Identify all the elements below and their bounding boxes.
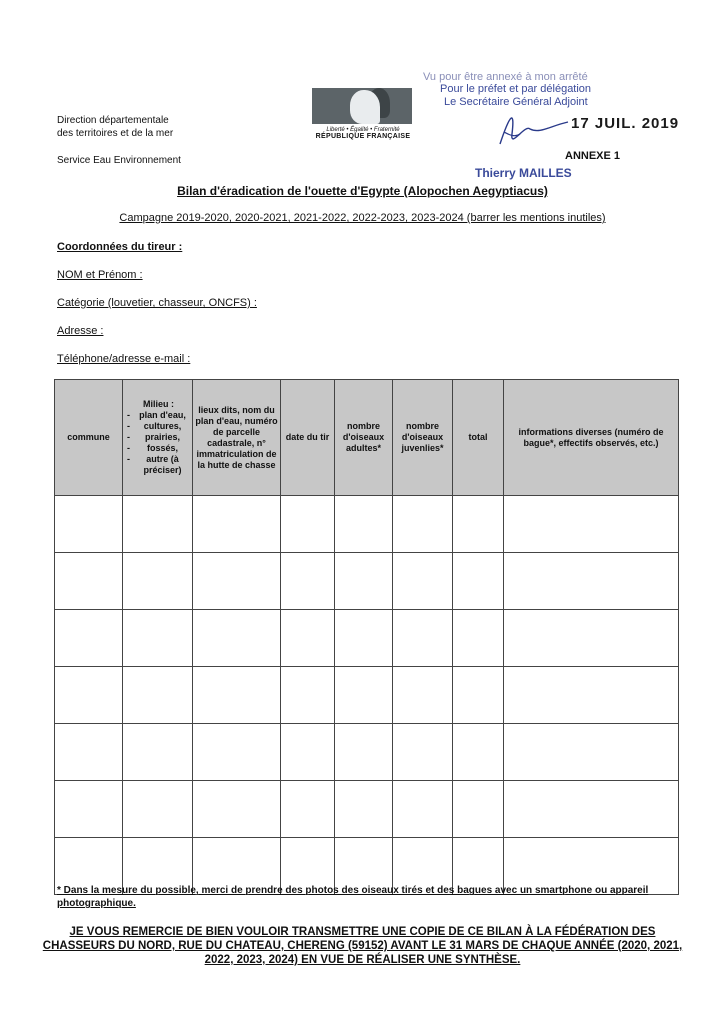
milieu-item: - cultures, xyxy=(127,421,190,432)
table-cell xyxy=(193,667,281,724)
table-cell xyxy=(193,610,281,667)
milieu-item: - fossés, xyxy=(127,443,190,454)
table-cell xyxy=(504,781,679,838)
table-cell xyxy=(281,610,335,667)
table-row xyxy=(55,610,679,667)
transmission-notice: JE VOUS REMERCIE DE BIEN VOULOIR TRANSMETTRE UNE COPIE DE CE BILAN À LA FÉDÉRATION DES CHASSEURS DU NORD, RUE DU CHATEAU, CHERENG (59152) AVANT LE 31 MARS DE CHAQUE ANNÉE (2020, 2021, 2022, 2023, 2024) EN VUE DE RÉALISER UNE SYNTHÈSE. xyxy=(42,926,683,966)
table-cell xyxy=(393,667,453,724)
col-date: date du tir xyxy=(281,380,335,496)
milieu-title: Milieu : xyxy=(143,399,174,409)
campagne-text: Campagne 2019-2020, 2020-2021, 2021-2022, 2022-2023, 2023-2024 (barrer les mentions inutiles) xyxy=(119,212,606,224)
table-cell xyxy=(335,610,393,667)
campagne-line xyxy=(0,212,725,224)
table-cell xyxy=(193,496,281,553)
table-cell xyxy=(393,496,453,553)
table-cell xyxy=(281,496,335,553)
table-cell xyxy=(335,724,393,781)
nom-field-label: NOM et Prénom : xyxy=(57,269,143,281)
signature-icon xyxy=(490,104,570,152)
footnote xyxy=(57,884,687,910)
table-cell xyxy=(453,553,504,610)
table-cell xyxy=(55,553,123,610)
table-cell xyxy=(504,496,679,553)
table-cell xyxy=(335,667,393,724)
table-cell xyxy=(504,724,679,781)
table-cell xyxy=(123,667,193,724)
table-cell xyxy=(393,610,453,667)
table-cell xyxy=(393,781,453,838)
table-cell xyxy=(281,553,335,610)
table-header-row xyxy=(55,380,679,496)
table-cell xyxy=(453,724,504,781)
annexe-label: ANNEXE 1 xyxy=(565,150,621,162)
logo-name: RÉPUBLIQUE FRANÇAISE xyxy=(315,133,411,140)
republique-logo xyxy=(312,88,414,140)
stamp-date: 17 JUIL. 2019 xyxy=(571,115,680,132)
col-juveniles: nombre d'oiseaux juvenlies* xyxy=(393,380,453,496)
table-cell xyxy=(281,724,335,781)
table-cell xyxy=(123,610,193,667)
table-cell xyxy=(504,610,679,667)
stamp-signer: Thierry MAILLES xyxy=(475,166,572,180)
table-cell xyxy=(55,610,123,667)
table-cell xyxy=(281,667,335,724)
table-cell xyxy=(335,496,393,553)
bilan-table xyxy=(54,379,679,895)
col-infos: informations diverses (numéro de bague*, effectifs observés, etc.) xyxy=(504,380,679,496)
adresse-field-label: Adresse : xyxy=(57,325,104,337)
col-lieux: lieux dits, nom du plan d'eau, numéro de parcelle cadastrale, n° immatriculation de la hutte de chasse xyxy=(193,380,281,496)
table-cell xyxy=(55,724,123,781)
table-cell xyxy=(55,496,123,553)
table-row xyxy=(55,553,679,610)
table-cell xyxy=(123,553,193,610)
milieu-item: - prairies, xyxy=(127,432,190,443)
direction-line-2: des territoires et de la mer xyxy=(57,128,174,139)
logo-motto: Liberté • Égalité • Fraternité xyxy=(326,127,400,133)
table-cell xyxy=(393,724,453,781)
table-cell xyxy=(453,610,504,667)
table-cell xyxy=(453,781,504,838)
table-cell xyxy=(123,496,193,553)
stamp-line-3: Le Secrétaire Général Adjoint xyxy=(444,96,588,108)
table-cell xyxy=(393,553,453,610)
table-cell xyxy=(193,781,281,838)
col-adultes: nombre d'oiseaux adultes* xyxy=(335,380,393,496)
table-cell xyxy=(504,667,679,724)
col-commune: commune xyxy=(55,380,123,496)
table-cell xyxy=(453,496,504,553)
table-cell xyxy=(453,667,504,724)
table-cell xyxy=(281,781,335,838)
footnote-text: * Dans la mesure du possible, merci de prendre des photos des oiseaux tirés et des bagues avec un smartphone ou appareil photographique. xyxy=(57,885,649,909)
table-cell xyxy=(55,667,123,724)
telephone-field-label: Téléphone/adresse e-mail : xyxy=(57,353,191,365)
marianne-logo-icon xyxy=(312,88,412,124)
stamp-line-2: Pour le préfet et par délégation xyxy=(440,83,592,95)
col-total: total xyxy=(453,380,504,496)
table-row xyxy=(55,781,679,838)
table-cell xyxy=(335,781,393,838)
table-cell xyxy=(193,724,281,781)
table-row xyxy=(55,496,679,553)
milieu-item: - autre (à préciser) xyxy=(127,454,190,476)
table-row xyxy=(55,724,679,781)
table-cell xyxy=(335,553,393,610)
categorie-field-label: Catégorie (louvetier, chasseur, ONCFS) : xyxy=(57,297,257,309)
stamp-line-1: Vu pour être annexé à mon arrêté xyxy=(423,71,588,83)
table-cell xyxy=(123,781,193,838)
table-cell xyxy=(504,553,679,610)
table-cell xyxy=(55,781,123,838)
direction-line-1: Direction départementale xyxy=(57,115,169,126)
table-cell xyxy=(193,553,281,610)
table-cell xyxy=(123,724,193,781)
coordonnees-heading: Coordonnées du tireur : xyxy=(57,241,183,253)
milieu-item: - plan d'eau, xyxy=(127,410,190,421)
col-milieu xyxy=(123,380,193,496)
direction-block xyxy=(57,114,257,140)
document-title: Bilan d'éradication de l'ouette d'Egypte (Alopochen Aegyptiacus) xyxy=(177,184,548,198)
table-row xyxy=(55,667,679,724)
service-name: Service Eau Environnement xyxy=(57,155,181,166)
